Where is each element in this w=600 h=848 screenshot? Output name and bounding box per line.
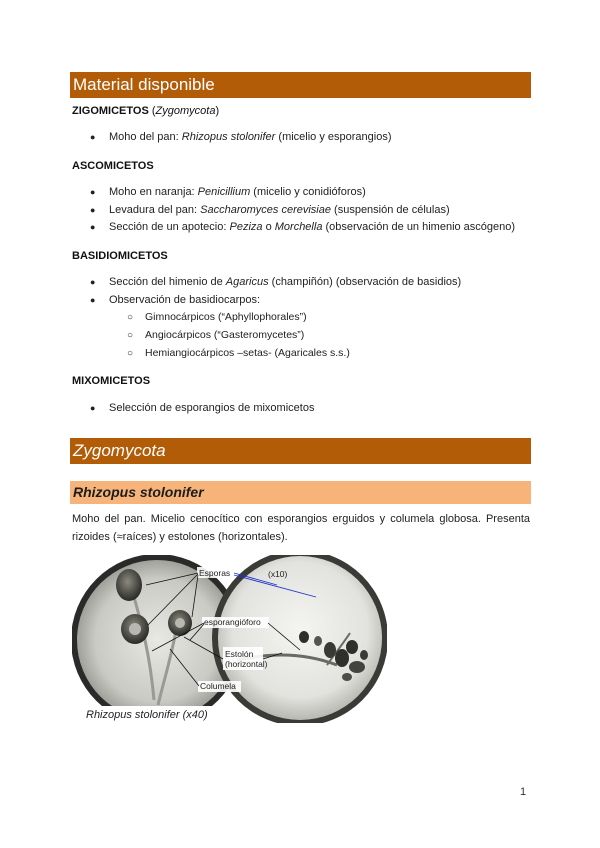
label-estolon: Estolón xyxy=(225,649,254,659)
item-text: o xyxy=(262,221,275,233)
item-text: Sección de un apotecio: xyxy=(109,221,230,233)
item-text: Selección de esporangios de mixomicetos xyxy=(109,402,315,414)
list-item xyxy=(90,402,314,414)
hollow-bullet-icon: ○ xyxy=(127,330,134,341)
bullet-icon: ● xyxy=(90,222,96,232)
label-columela: Columela xyxy=(200,681,236,691)
hollow-bullet-icon: ○ xyxy=(127,312,134,323)
label-esporas: Esporas xyxy=(199,568,231,578)
item-italic: Agaricus xyxy=(225,276,269,288)
micrograph-figure xyxy=(72,555,387,723)
list-item xyxy=(90,276,461,288)
item-text: (micelio y conidióforos) xyxy=(250,186,366,198)
group-title-mixomicetos: MIXOMICETOS xyxy=(72,375,151,387)
label-estolon-horizontal: (horizontal) xyxy=(225,659,268,669)
subsection-heading-rhizopus: Rhizopus stolonifer xyxy=(70,481,531,504)
sub-item-text: Angiocárpicos (“Gasteromycetes”) xyxy=(145,329,305,341)
description-paragraph: Moho del pan. Micelio cenocítico con esporangios erguidos y columela globosa. Presenta rizoides (≈raíces) y estolones (horizontales). xyxy=(72,513,530,543)
item-text: (micelio y esporangios) xyxy=(275,131,392,143)
label-zoom: (x10) xyxy=(268,569,288,579)
sub-item-text: Gimnocárpicos (“Aphyllophorales”) xyxy=(145,311,307,323)
item-text: Sección del himenio de xyxy=(109,276,226,288)
hollow-bullet-icon: ○ xyxy=(127,348,134,359)
item-text: (observación de un himenio ascógeno) xyxy=(322,221,516,233)
figure-caption: Rhizopus stolonifer (x40) xyxy=(86,706,218,724)
item-text: (suspensión de células) xyxy=(330,204,450,216)
list-item xyxy=(90,186,366,198)
bullet-icon: ● xyxy=(90,277,96,287)
group-title-basidiomicetos: BASIDIOMICETOS xyxy=(72,250,168,262)
micrograph-image xyxy=(72,555,387,723)
group-title-ascomicetos: ASCOMICETOS xyxy=(72,160,154,172)
bullet-icon: ● xyxy=(90,132,96,142)
section-heading-material: Material disponible xyxy=(70,72,531,98)
bullet-icon: ● xyxy=(90,295,96,305)
group-name: ZIGOMICETOS xyxy=(72,105,149,117)
item-text: Observación de basidiocarpos: xyxy=(109,294,261,306)
list-item xyxy=(90,294,260,306)
page-number: 1 xyxy=(520,786,527,798)
sub-item-text: Hemiangiocárpicos –setas- (Agaricales s.s.) xyxy=(145,347,350,359)
paren-open: ( xyxy=(148,105,156,117)
list-item xyxy=(90,221,515,233)
item-text: Levadura del pan: xyxy=(109,204,201,216)
item-text: (champiñón) (observación de basidios) xyxy=(268,276,462,288)
sub-list-item xyxy=(127,311,307,323)
item-text: Moho en naranja: xyxy=(109,186,198,198)
bullet-icon: ● xyxy=(90,403,96,413)
item-italic: Penicillium xyxy=(197,186,251,198)
bullet-icon: ● xyxy=(90,205,96,215)
sub-list-item xyxy=(127,347,350,359)
item-text: Moho del pan: xyxy=(109,131,182,143)
item-italic: Saccharomyces cerevisiae xyxy=(200,204,331,216)
group-title-zigomicetos xyxy=(72,105,219,117)
item-italic: Rhizopus stolonifer xyxy=(181,131,276,143)
bullet-icon: ● xyxy=(90,187,96,197)
item-italic: Morchella xyxy=(274,221,323,233)
item-italic: Peziza xyxy=(229,221,263,233)
label-esporangioforo: esporangióforo xyxy=(204,617,261,627)
sub-list-item xyxy=(127,329,304,341)
paren-close: ) xyxy=(215,105,220,117)
section-heading-zygomycota: Zygomycota xyxy=(70,438,531,464)
list-item xyxy=(90,204,450,216)
list-item xyxy=(90,131,392,143)
paren-italic: Zygomycota xyxy=(155,105,216,117)
